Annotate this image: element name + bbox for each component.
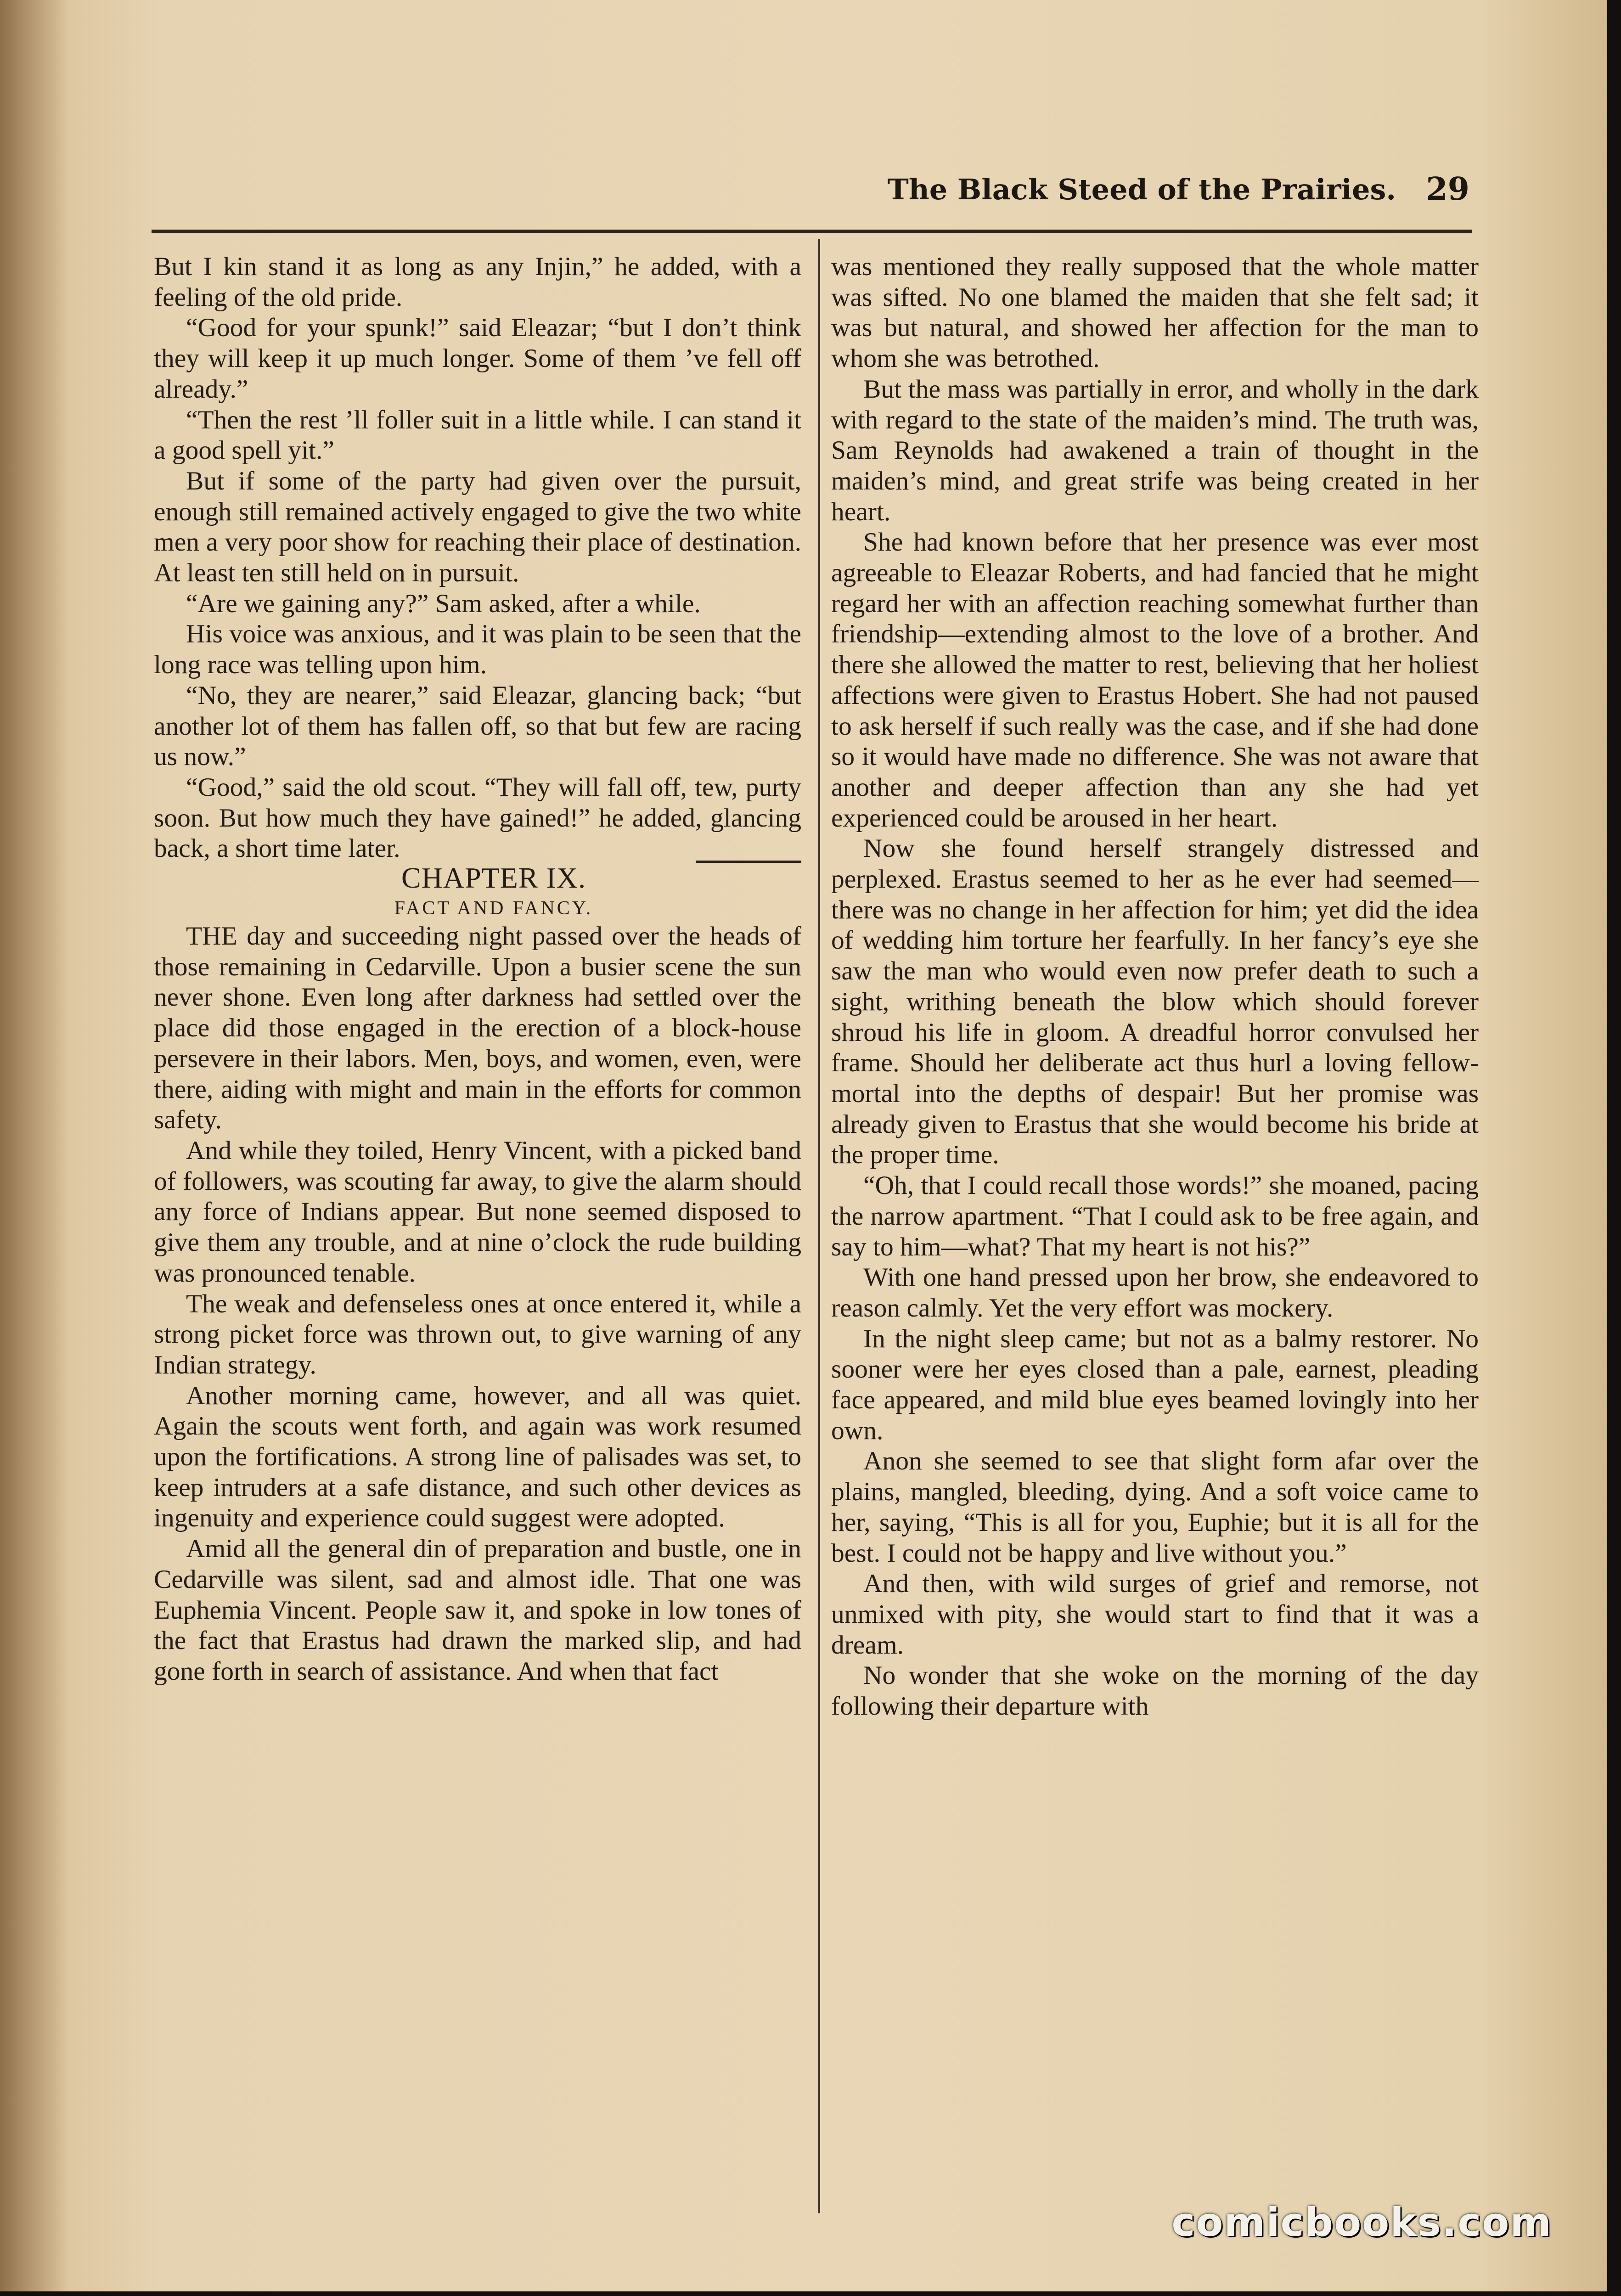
paragraph: was mentioned they really supposed that the whole matter was sifted. No one blamed the maiden that she felt sad; it was but natural, and showed her affection for the man to whom she was betrothed.	[831, 252, 1479, 373]
paragraph: The weak and defenseless ones at once entered it, while a strong picket force was thrown out, to give warning of any Indian strategy.	[154, 1289, 801, 1379]
page-spine-shadow	[0, 0, 69, 2291]
paragraph: But the mass was partially in error, and wholly in the dark with regard to the state of the maiden’s mind. The truth was, Sam Reynolds had awakened a train of thought in the maiden’s mind, and great strife was being created in her heart.	[831, 374, 1479, 526]
paragraph: No wonder that she woke on the morning of the day following their departure with	[831, 1661, 1479, 1721]
paragraph: “Then the rest ’ll foller suit in a little while. I can stand it a good spell yit.”	[154, 405, 801, 465]
paragraph: “Good,” said the old scout. “They will fall off, tew, purty soon. But how much they have gained!” he added, glancing back, a short time later.	[154, 772, 801, 863]
paragraph: Anon she seemed to see that slight form afar over the plains, mangled, bleeding, dying. And a soft voice came to her, saying, “This is all for you, Euphie; but it is all for the best. I could not be happy and live without you.”	[831, 1446, 1479, 1568]
running-header	[152, 169, 1469, 219]
paragraph: But I kin stand it as long as any Injin,” he added, with a feeling of the old pride.	[154, 252, 801, 312]
left-column	[154, 252, 801, 1687]
paragraph: And while they toiled, Henry Vincent, with a picked band of followers, was scouting far away, to give the alarm should any force of Indians appear. But none seemed disposed to give them any trouble, and at nine o’clock the rude building was pronounced tenable.	[154, 1136, 801, 1288]
right-column	[831, 252, 1479, 1722]
paragraph: “Are we gaining any?” Sam asked, after a while.	[186, 589, 701, 618]
paragraph: “No, they are nearer,” said Eleazar, glancing back; “but another lot of them has fallen off, so that but few are racing us now.”	[154, 681, 801, 771]
paragraph: Amid all the general din of preparation and bustle, one in Cedarville was silent, sad and almost idle. That one was Euphemia Vincent. People saw it, and spoke in low tones of the fact that Erastus had drawn the marked slip, and had gone forth in search of assistance. And when that fact	[154, 1534, 801, 1686]
page-number: 29	[1426, 171, 1469, 208]
paragraph: But if some of the party had given over the pursuit, enough still remained actively engaged to give the two white men a very poor show for reaching their place of destination. At least ten still held on in pursuit.	[154, 466, 801, 588]
paragraph: In the night sleep came; but not as a balmy restorer. No sooner were her eyes closed than a pale, earnest, pleading face appeared, and mild blue eyes beamed lovingly into her own.	[831, 1324, 1479, 1445]
paragraph: With one hand pressed upon her brow, she endeavored to reason calmly. Yet the very effort was mockery.	[831, 1263, 1479, 1322]
column-divider	[818, 239, 820, 2213]
paragraph: Now she found herself strangely distressed and perplexed. Erastus seemed to her as he ever had seemed—there was no change in her affection for him; yet did the idea of wedding him torture her fearfully. In her fancy’s eye she saw the man who would even now prefer death to such a sight, writhing beneath the blow which should forever shroud his life in gloom. A dreadful horror convulsed her frame. Should her deliberate act thus hurl a loving fellow-mortal into the depths of despair! But her promise was already given to Erastus that she would become his bride at the proper time.	[831, 834, 1479, 1170]
chapter-subtitle: FACT AND FANCY.	[394, 898, 593, 919]
paragraph: She had known before that her presence was ever most agreeable to Eleazar Roberts, and had fancied that he might regard her with an affection reaching somewhat further than friendship—extending almost to the love of a brother. And there she allowed the matter to rest, believing that her holiest affections were given to Erastus Hobert. She had not paused to ask herself if such really was the case, and if she had done so it would have made no difference. She was not aware that another and deeper affection than any she had yet experienced could be aroused in her heart.	[831, 528, 1479, 833]
paragraph: “Oh, that I could recall those words!” she moaned, pacing the narrow apartment. “That I could ask to be free again, and say to him—what? That my heart is not his?”	[831, 1171, 1479, 1261]
paragraph: Another morning came, however, and all was quiet. Again the scouts went forth, and again was work resumed upon the fortifications. A strong line of palisades was set, to keep intruders at a safe distance, and such other devices as ingenuity and experience could suggest were adopted.	[154, 1381, 801, 1533]
paragraph: “Good for your spunk!” said Eleazar; “but I don’t think they will keep it up much longer. Some of them ’ve fell off already.”	[154, 313, 801, 404]
header-rule	[152, 230, 1472, 233]
paragraph: His voice was anxious, and it was plain to be seen that the long race was telling upon him.	[154, 619, 801, 680]
paragraph: THE day and succeeding night passed over the heads of those remaining in Cedarville. Upon a busier scene the sun never shone. Even long after darkness had settled over the place did those engaged in the erection of a block-house persevere in their labors. Men, boys, and women, even, were there, aiding with might and main in the efforts for common safety.	[154, 922, 801, 1135]
paragraph: And then, with wild surges of grief and remorse, not unmixed with pity, she would start to find that it was a dream.	[831, 1569, 1479, 1660]
running-title: The Black Steed of the Prairies.	[887, 173, 1396, 206]
watermark: comicbooks.com	[1171, 2200, 1552, 2245]
chapter-title: CHAPTER IX.	[401, 861, 586, 895]
